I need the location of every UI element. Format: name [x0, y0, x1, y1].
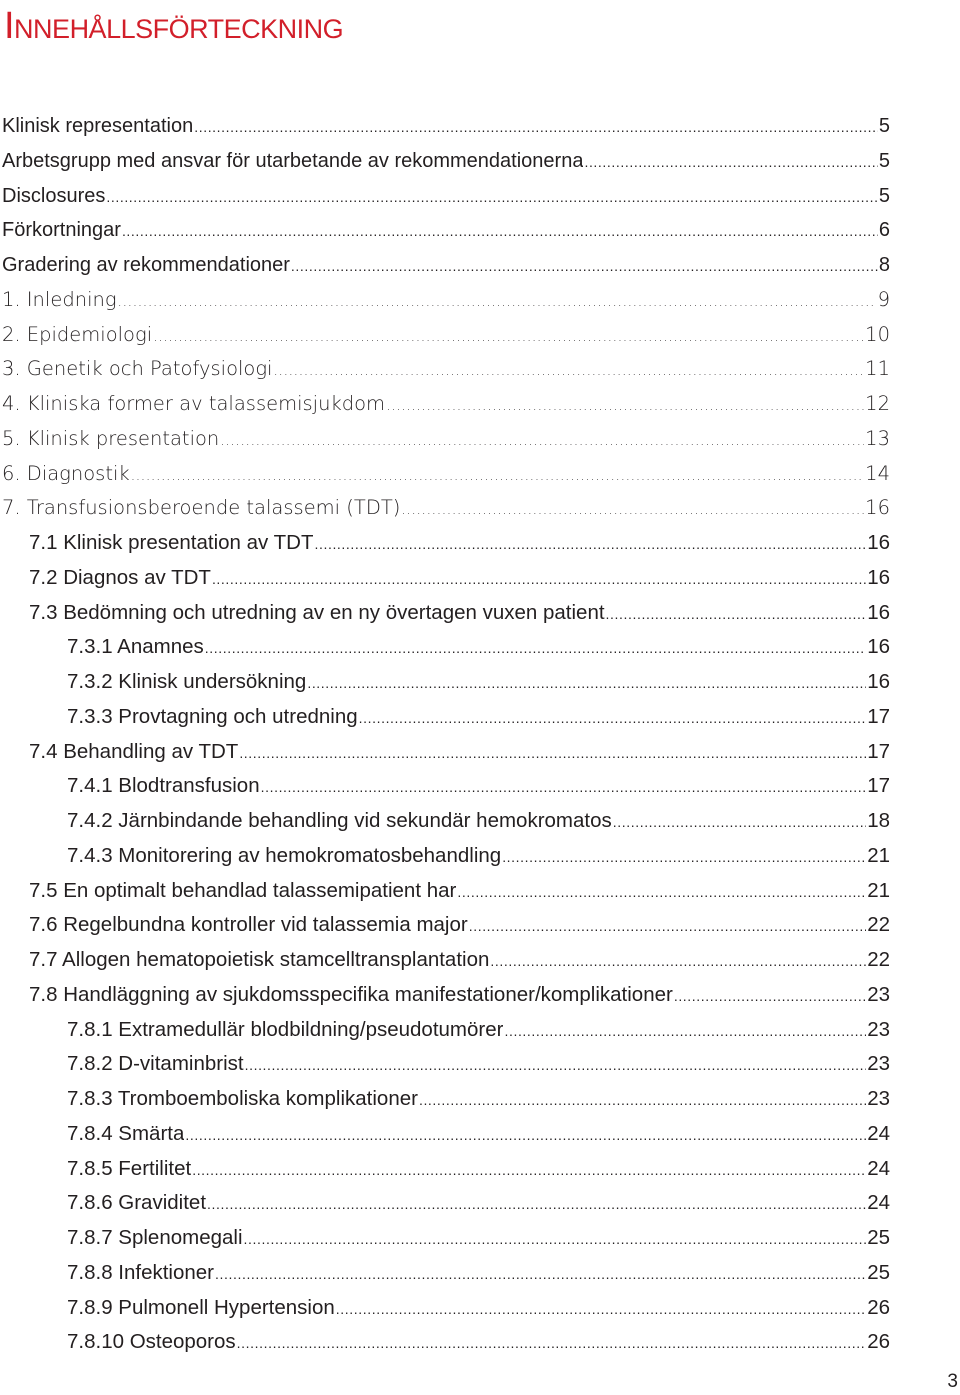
toc-dot-leader — [192, 1153, 866, 1188]
toc-entry-page: 16 — [867, 600, 890, 624]
toc-entry-page: 23 — [867, 982, 890, 1006]
toc-entry[interactable] — [0, 387, 890, 422]
toc-dot-leader — [185, 1118, 866, 1153]
toc-entry-page: 24 — [867, 1121, 890, 1145]
toc-entry-page: 16 — [867, 635, 890, 659]
toc-entry[interactable] — [0, 213, 890, 248]
toc-entry-page: 11 — [865, 357, 890, 381]
toc-entry[interactable] — [0, 248, 890, 283]
toc-entry-label: 7.6 Regelbundna kontroller vid talassemia major — [29, 913, 468, 937]
toc-entry-page: 25 — [867, 1260, 890, 1284]
toc-entry-page: 8 — [878, 254, 890, 276]
toc-entry-label: 7.8.6 Graviditet — [67, 1191, 207, 1215]
toc-entry-label: 2. Epidemiologi — [2, 322, 153, 346]
toc-entry[interactable] — [0, 1082, 890, 1117]
toc-dot-leader — [245, 1048, 867, 1083]
toc-entry-page: 13 — [865, 426, 890, 450]
toc-dot-leader — [106, 180, 878, 215]
toc-dot-leader — [220, 424, 864, 459]
toc-dot-leader — [336, 1292, 866, 1327]
toc-entry[interactable] — [0, 735, 890, 770]
toc-entry-page: 24 — [867, 1191, 890, 1215]
toc-dot-leader — [386, 389, 864, 424]
toc-entry-page: 18 — [867, 809, 890, 832]
toc-entry[interactable] — [0, 144, 890, 179]
toc-dot-leader — [457, 875, 866, 910]
toc-entry[interactable] — [0, 1047, 890, 1082]
toc-dot-leader — [205, 631, 866, 666]
toc-entry-label: 7.7 Allogen hematopoietisk stamcelltransplantation — [29, 948, 490, 971]
page-title: Innehållsförteckning — [4, 5, 344, 47]
toc-entry-label: 7.3.3 Provtagning och utredning — [67, 704, 358, 728]
toc-entry-label: 7.8 Handläggning av sjukdomsspecifika manifestationer/komplikationer — [29, 982, 673, 1006]
toc-dot-leader — [194, 110, 878, 145]
toc-entry[interactable] — [0, 1256, 890, 1291]
toc-dot-leader — [215, 1257, 866, 1292]
toc-entry-label: 7.5 En optimalt behandlad talassemipatient har — [29, 878, 457, 902]
toc-dot-leader — [606, 597, 867, 632]
toc-dot-leader — [237, 1326, 867, 1361]
toc-entry-page: 5 — [878, 184, 890, 207]
toc-entry-label: Klinisk representation — [2, 115, 194, 137]
toc-dot-leader — [490, 944, 866, 979]
toc-dot-leader — [502, 840, 866, 875]
toc-entry-page: 10 — [865, 322, 890, 346]
toc-entry-page: 12 — [865, 392, 890, 415]
toc-dot-leader — [118, 285, 877, 320]
toc-entry-label: 7.4.1 Blodtransfusion — [67, 774, 260, 798]
toc-entry-label: 7.8.2 D-vitaminbrist — [67, 1052, 244, 1076]
table-of-contents — [0, 109, 890, 1360]
toc-entry-label: 5. Klinisk presentation — [2, 426, 220, 450]
toc-dot-leader — [239, 736, 866, 771]
toc-entry-label: 7.8.4 Smärta — [67, 1121, 185, 1145]
toc-entry[interactable] — [0, 491, 890, 526]
toc-dot-leader — [131, 459, 864, 494]
toc-entry[interactable] — [0, 596, 890, 631]
toc-entry-page: 9 — [877, 287, 890, 311]
toc-entry-label: 7. Transfusionsberoende talassemi (TDT) — [2, 496, 401, 520]
toc-entry-page: 23 — [867, 1087, 890, 1110]
toc-dot-leader — [419, 1083, 866, 1118]
toc-entry-label: Förkortningar — [2, 219, 121, 242]
toc-entry-label: 7.4 Behandling av TDT — [29, 739, 239, 763]
toc-entry-label: 7.8.9 Pulmonell Hypertension — [67, 1295, 335, 1319]
toc-entry-page: 22 — [867, 913, 890, 937]
toc-entry-label: Gradering av rekommendationer — [2, 254, 290, 276]
toc-entry-label: 7.8.7 Splenomegali — [67, 1226, 243, 1249]
toc-entry-label: 7.2 Diagnos av TDT — [29, 565, 211, 589]
toc-entry[interactable] — [0, 109, 890, 144]
page-number: 3 — [947, 1371, 958, 1392]
toc-dot-leader — [674, 979, 866, 1014]
toc-entry-label: 7.3.2 Klinisk undersökning — [67, 670, 307, 693]
toc-entry[interactable] — [0, 1221, 890, 1256]
toc-entry-label: 7.8.10 Osteoporos — [67, 1330, 236, 1354]
toc-dot-leader — [212, 562, 866, 597]
toc-entry-page: 26 — [867, 1295, 890, 1319]
toc-entry-page: 17 — [867, 774, 890, 798]
toc-entry[interactable] — [0, 1186, 890, 1221]
toc-dot-leader — [307, 666, 866, 701]
toc-entry-page: 21 — [867, 843, 890, 867]
toc-entry-page: 23 — [867, 1017, 890, 1041]
toc-entry-label: Disclosures — [2, 184, 106, 207]
toc-entry-page: 5 — [878, 149, 890, 172]
toc-entry[interactable] — [0, 874, 890, 909]
toc-entry-page: 26 — [867, 1330, 890, 1354]
toc-entry-label: 7.1 Klinisk presentation av TDT — [29, 531, 314, 554]
toc-entry-page: 16 — [867, 531, 890, 554]
toc-entry[interactable] — [0, 630, 890, 665]
toc-dot-leader — [261, 770, 867, 805]
toc-entry-page: 22 — [867, 948, 890, 971]
toc-dot-leader — [401, 493, 864, 528]
toc-dot-leader — [153, 320, 864, 355]
toc-entry[interactable] — [0, 283, 890, 318]
toc-dot-leader — [504, 1014, 866, 1049]
toc-entry-page: 16 — [867, 670, 890, 693]
toc-entry-page: 14 — [865, 461, 890, 485]
toc-dot-leader — [273, 354, 864, 389]
toc-entry-page: 17 — [867, 739, 890, 763]
toc-entry[interactable] — [0, 561, 890, 596]
toc-entry-label: 7.8.1 Extramedullär blodbildning/pseudotumörer — [67, 1017, 504, 1041]
toc-entry-label: 4. Kliniska former av talassemisjukdom — [2, 392, 386, 415]
toc-entry-label: 7.4.2 Järnbindande behandling vid sekundär hemokromatos — [67, 809, 612, 832]
toc-entry-label: 7.3 Bedömning och utredning av en ny övertagen vuxen patient — [29, 600, 605, 624]
toc-entry[interactable] — [0, 318, 890, 353]
toc-dot-leader — [584, 145, 877, 180]
toc-entry-label: 3. Genetik och Patofysiologi — [2, 357, 273, 381]
toc-dot-leader — [291, 249, 878, 284]
toc-dot-leader — [359, 701, 867, 736]
toc-entry[interactable] — [0, 422, 890, 457]
toc-dot-leader — [469, 909, 866, 944]
toc-entry[interactable] — [0, 700, 890, 735]
toc-dot-leader — [122, 214, 878, 249]
toc-entry[interactable] — [0, 908, 890, 943]
toc-entry-label: 7.8.5 Fertilitet — [67, 1156, 192, 1180]
toc-entry[interactable] — [0, 1117, 890, 1152]
toc-entry-label: 7.8.3 Tromboemboliska komplikationer — [67, 1087, 418, 1110]
toc-entry-page: 21 — [867, 878, 890, 902]
toc-entry[interactable] — [0, 1291, 890, 1326]
toc-entry[interactable] — [0, 978, 890, 1013]
toc-entry[interactable] — [0, 769, 890, 804]
toc-entry[interactable] — [0, 457, 890, 492]
toc-entry-label: 6. Diagnostik — [2, 461, 130, 485]
toc-entry[interactable] — [0, 526, 890, 561]
toc-entry-label: 7.3.1 Anamnes — [67, 635, 204, 659]
toc-entry[interactable] — [0, 1013, 890, 1048]
toc-entry-page: 5 — [878, 115, 890, 137]
toc-entry-label: 1. Inledning — [2, 287, 117, 311]
toc-entry[interactable] — [0, 179, 890, 214]
toc-entry-page: 6 — [878, 219, 890, 242]
toc-entry[interactable] — [0, 943, 890, 978]
toc-entry[interactable] — [0, 804, 890, 839]
toc-entry-page: 16 — [865, 496, 890, 520]
toc-dot-leader — [314, 527, 866, 562]
toc-entry-label: 7.8.8 Infektioner — [67, 1260, 215, 1284]
toc-entry-page: 24 — [867, 1156, 890, 1180]
toc-entry[interactable] — [0, 839, 890, 874]
toc-entry-page: 25 — [867, 1226, 890, 1249]
toc-entry-page: 23 — [867, 1052, 890, 1076]
toc-entry[interactable] — [0, 1325, 890, 1360]
toc-entry[interactable] — [0, 665, 890, 700]
toc-entry[interactable] — [0, 352, 890, 387]
toc-entry-label: Arbetsgrupp med ansvar för utarbetande av rekommendationerna — [2, 149, 584, 172]
toc-dot-leader — [613, 805, 866, 840]
toc-entry-page: 16 — [867, 565, 890, 589]
toc-entry-label: 7.4.3 Monitorering av hemokromatosbehandling — [67, 843, 502, 867]
toc-dot-leader — [207, 1187, 866, 1222]
toc-entry-page: 17 — [867, 704, 890, 728]
toc-entry[interactable] — [0, 1152, 890, 1187]
toc-dot-leader — [244, 1222, 867, 1257]
